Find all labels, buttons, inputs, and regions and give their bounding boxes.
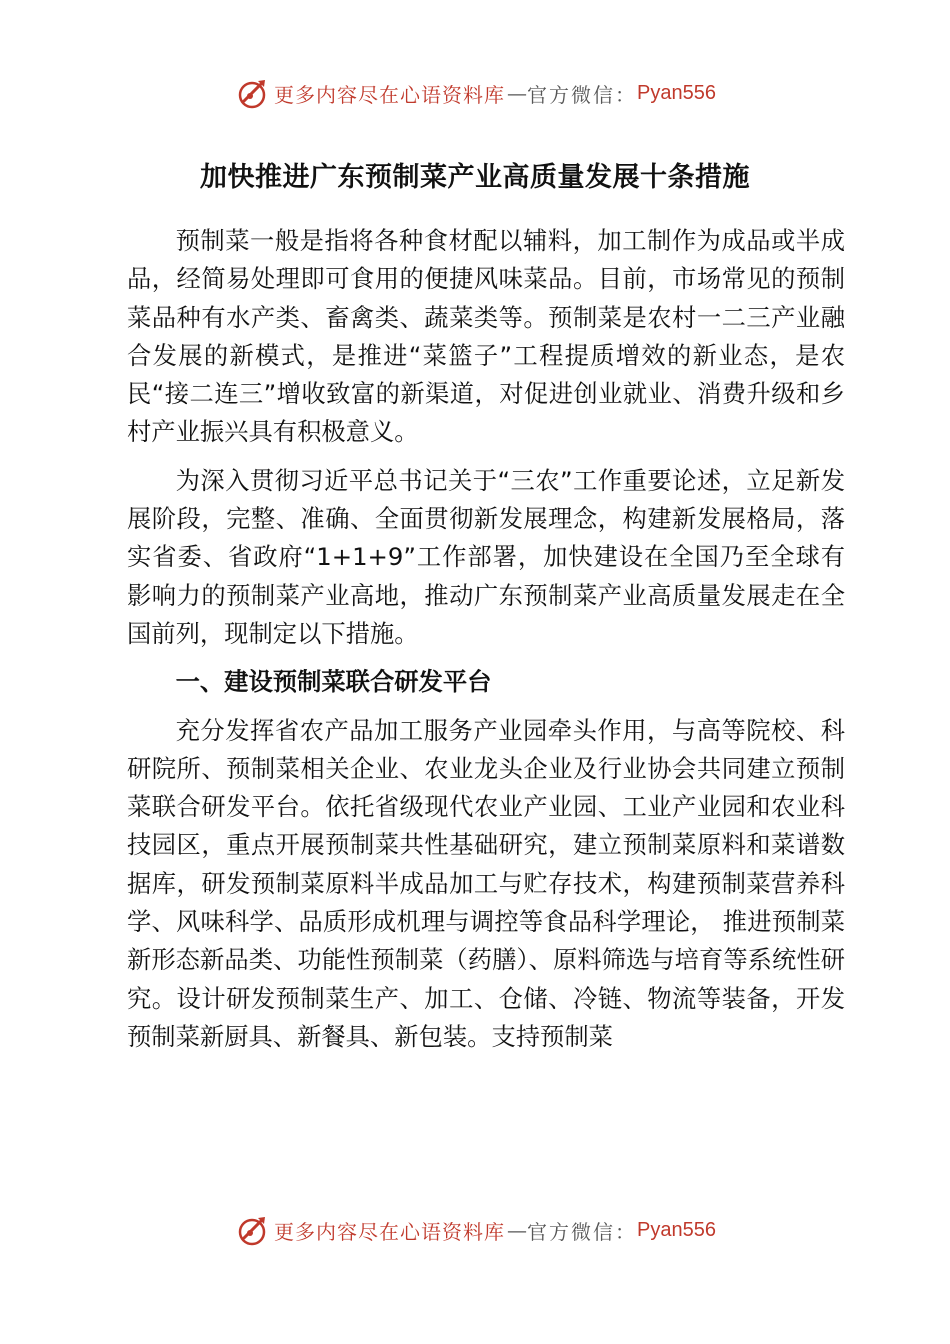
section-1-heading: 一、建设预制菜联合研发平台	[175, 667, 492, 697]
header-watermark	[0, 73, 950, 113]
watermark-separator: —	[507, 81, 528, 105]
section-1-paragraph: 充分发挥省农产品加工服务产业园牵头作用，与高等院校、科研院所、预制菜相关企业、农业龙头企业及行业协会共同建立预制菜联合研发平台。依托省级现代农业产业园、工业产业园和农业科技园区，重点开展预制菜共性基础研究，建立预制菜原料和菜谱数据库，研发预制菜原料半成品加工与贮存技术，构建预制菜营养科学、风味科学、品质形成机理与调控等食品科学理论， 推进预制菜新形态新品类、功能性预制菜（药膳）、原料筛选与培育等系统性研究。设计研发预制菜生产、加工、仓储、冷链、物流等装备，开发预制菜新厨具、新餐具、新包装。支持预制菜	[127, 715, 845, 1051]
brand-logo-icon	[234, 75, 270, 111]
watermark-wechat-label: 官方微信：	[527, 82, 638, 107]
brand-logo-icon	[234, 1212, 270, 1248]
intro-paragraph-2: 为深入贯彻习近平总书记关于“三农”工作重要论述，立足新发展阶段，完整、准确、全面贯彻新发展理念，构建新发展格局，落实省委、省政府“1+1+9”工作部署，加快建设在全国乃至全球有影响力的预制菜产业高地，推动广东预制菜产业高质量发展走在全国前列，现制定以下措施。	[127, 465, 845, 648]
document-body	[127, 222, 845, 1066]
watermark-brand: 更多内容尽在心语资料库	[274, 1219, 506, 1244]
watermark-brand: 更多内容尽在心语资料库	[274, 82, 506, 107]
watermark-separator: —	[507, 1218, 528, 1242]
document-title: 加快推进广东预制菜产业高质量发展十条措施	[200, 162, 750, 193]
watermark-wechat-id: Pyan556	[637, 1218, 716, 1241]
footer-watermark	[0, 1210, 950, 1250]
watermark-wechat-id: Pyan556	[637, 81, 716, 104]
intro-paragraph-1: 预制菜一般是指将各种食材配以辅料，加工制作为成品或半成品，经简易处理即可食用的便捷风味菜品。目前，市场常见的预制菜品种有水产类、畜禽类、蔬菜类等。预制菜是农村一二三产业融合发展的新模式，是推进“菜篮子”工程提质增效的新业态，是农民“接二连三”增收致富的新渠道，对促进创业就业、消费升级和乡村产业振兴具有积极意义。	[127, 226, 845, 447]
watermark-wechat-label: 官方微信：	[527, 1219, 638, 1244]
